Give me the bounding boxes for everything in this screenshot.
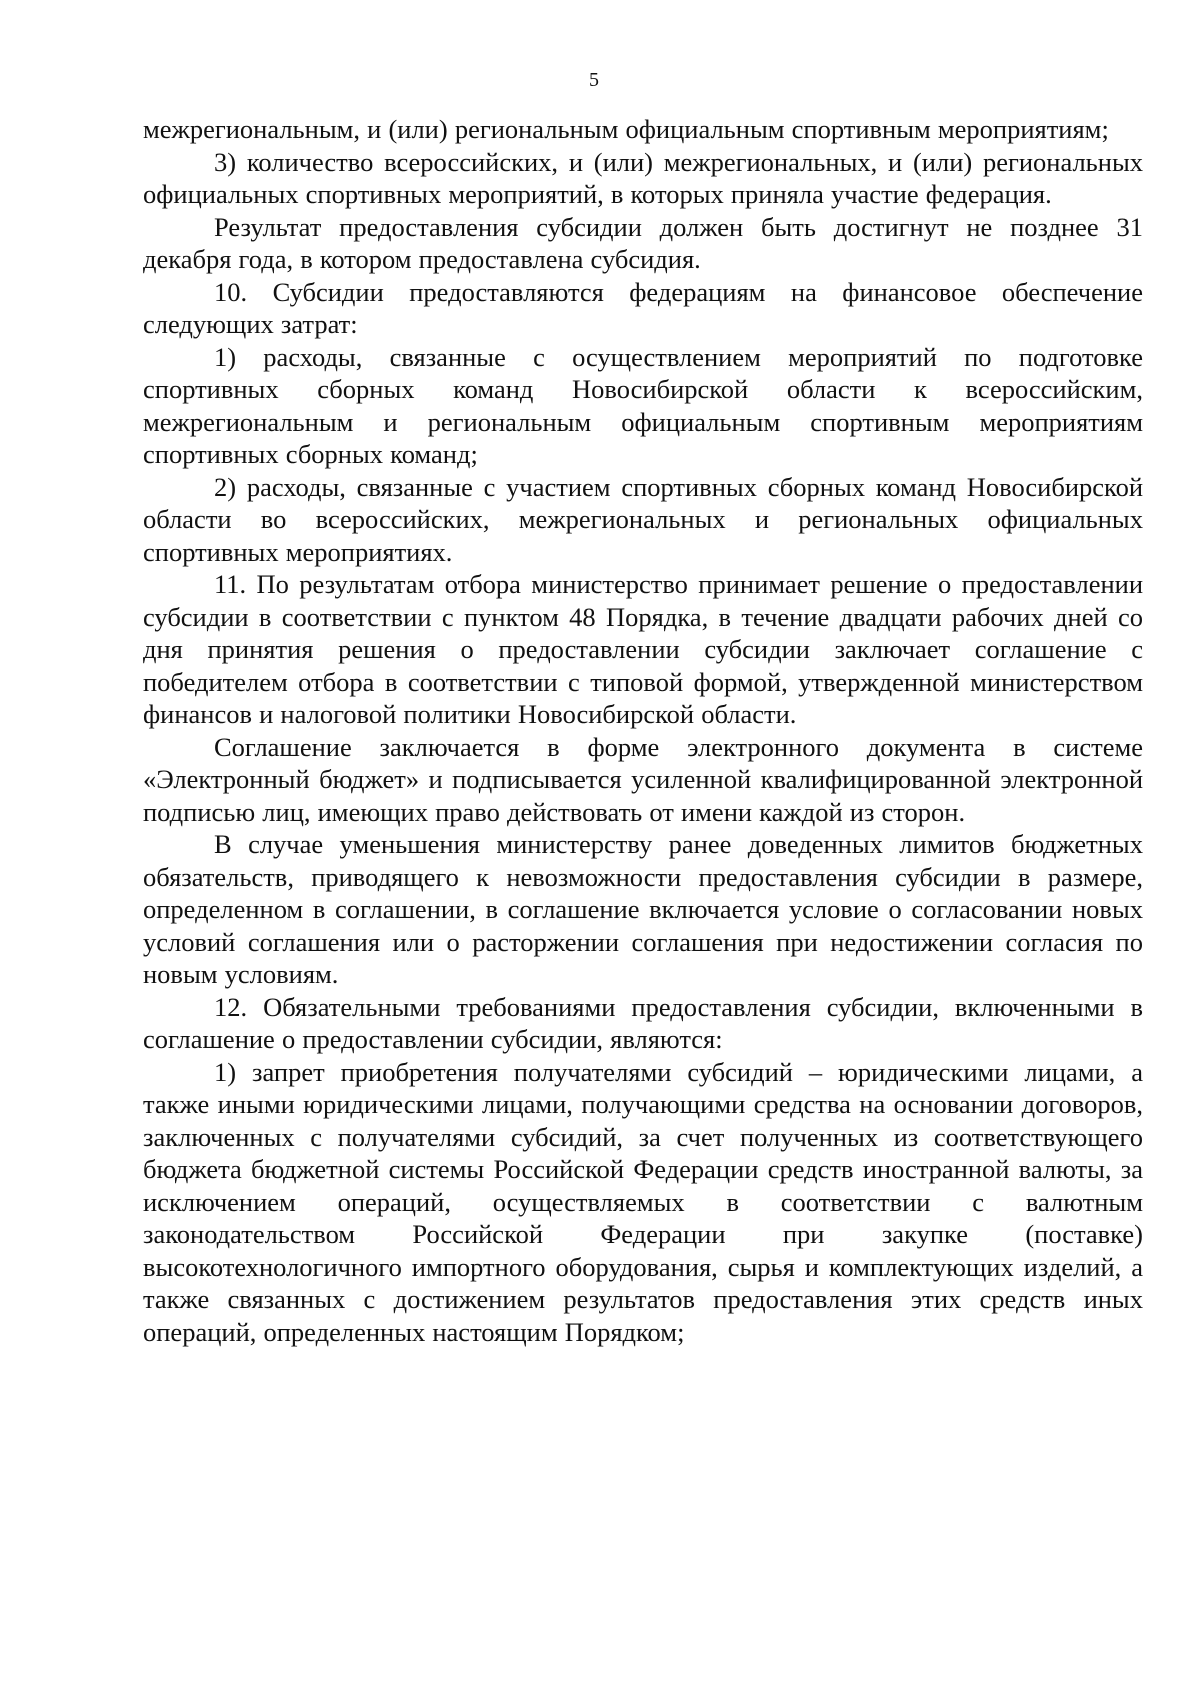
paragraph: 10. Субсидии предоставляются федерациям на финансовое обеспечение следующих затрат: [143,276,1143,339]
paragraph: 3) количество всероссийских, и (или) межрегиональных, и (или) региональных официальных спортивных мероприятий, в которых приняла участие федерация. [143,146,1143,209]
paragraph: 11. По результатам отбора министерство принимает решение о предоставлении субсидии в соответствии с пунктом 48 Порядка, в течение двадцати рабочих дней со дня принятия решения о предоставлении субсидии заключает соглашение с победителем отбора в соответствии с типовой формой, утвержденной министерством финансов и налоговой политики Новосибирской области. [143,569,1143,729]
paragraph: Результат предоставления субсидии должен быть достигнут не позднее 31 декабря года, в котором предоставлена субсидия. [143,211,1143,274]
paragraph: 12. Обязательными требованиями предоставления субсидии, включенными в соглашение о предоставлении субсидии, являются: [143,991,1143,1054]
paragraph: 1) запрет приобретения получателями субсидий – юридическими лицами, а также иными юридическими лицами, получающими средства на основании договоров, заключенных с получателями субсидий, за счет полученных из соответствующего бюджета бюджетной системы Российской Федерации средств иностранной валюты, за исключением операций, осуществляемых в соответствии с валютным законодательством Российской Федерации при закупке (поставке) высокотехнологичного импортного оборудования, сырья и комплектующих изделий, а также связанных с достижением результатов предоставления этих средств иных операций, определенных настоящим Порядком; [143,1056,1143,1347]
paragraph: 1) расходы, связанные с осуществлением мероприятий по подготовке спортивных сборных команд Новосибирской области к всероссийским, межрегиональным и региональным официальным спортивным мероприятиям спортивных сборных команд; [143,341,1143,469]
document-body [143,113,1143,1348]
paragraph: 2) расходы, связанные с участием спортивных сборных команд Новосибирской области во всероссийских, межрегиональных и региональных официальных спортивных мероприятиях. [143,471,1143,567]
page-number: 5 [589,69,599,91]
paragraph: В случае уменьшения министерству ранее доведенных лимитов бюджетных обязательств, приводящего к невозможности предоставления субсидии в размере, определенном в соглашении, в соглашение включается условие о согласовании новых условий соглашения или о расторжении соглашения при недостижении согласия по новым условиям. [143,829,1143,989]
paragraph: межрегиональным, и (или) региональным официальным спортивным мероприятиям; [143,114,1109,144]
paragraph: Соглашение заключается в форме электронного документа в системе «Электронный бюджет» и подписывается усиленной квалифицированной электронной подписью лиц, имеющих право действовать от имени каждой из сторон. [143,731,1143,827]
